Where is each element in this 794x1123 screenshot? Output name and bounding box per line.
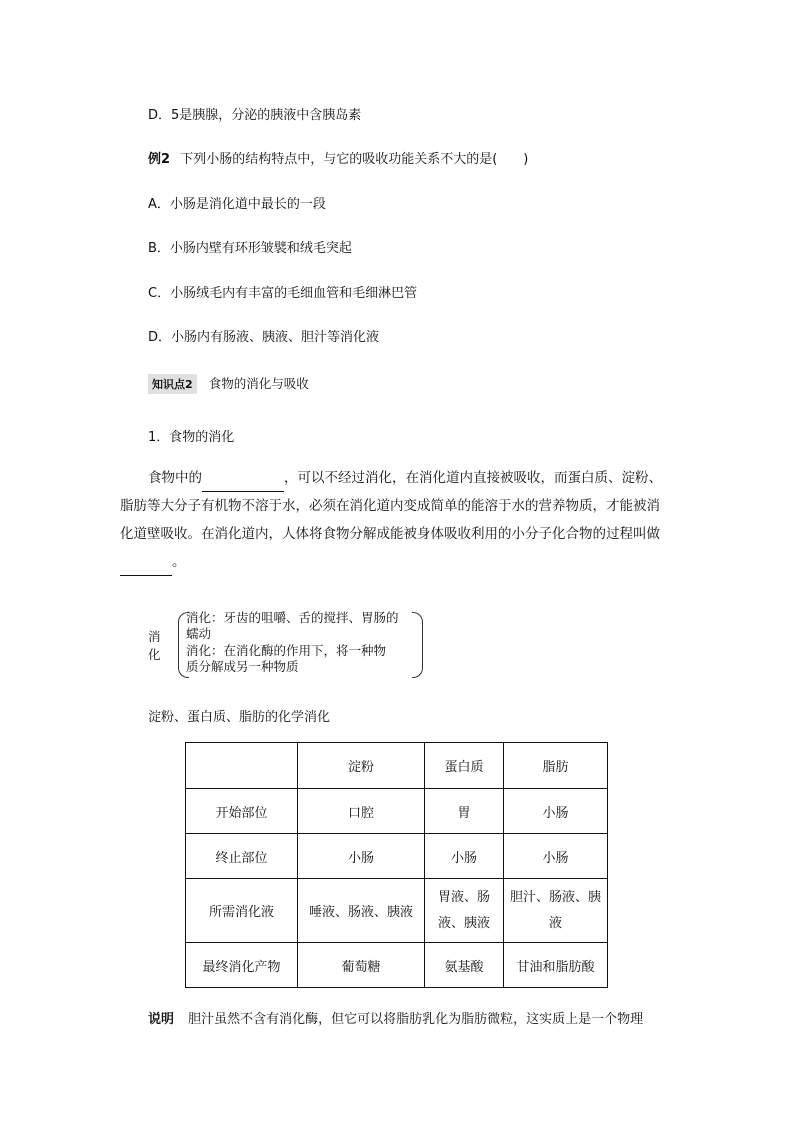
digestion-label-bottom: 化	[148, 647, 161, 662]
paragraph-text: ，可以不经过消化，在消化道内直接被吸收，而蛋白质、淀粉、	[284, 470, 662, 486]
paragraph-digestion	[120, 464, 678, 576]
digestion-table	[185, 742, 608, 988]
table-row	[186, 789, 608, 834]
table-cell: 甘油和脂肪酸	[504, 943, 608, 988]
paragraph-text: 脂肪等大分子有机物不溶于水，必须在消化道内变成简单的能溶于水的营养物质，才能被消	[120, 498, 660, 514]
table-cell: 口腔	[298, 789, 425, 834]
digestion-label-top: 消	[148, 629, 161, 644]
table-cell: 胃液、肠液、胰液	[425, 879, 504, 943]
table-header-cell	[186, 743, 298, 789]
table-cell: 小肠	[504, 834, 608, 879]
paragraph-text: 。	[172, 554, 186, 570]
option-a: A．小肠是消化道中最长的一段	[148, 197, 326, 212]
table-cell: 胃	[425, 789, 504, 834]
table-row	[186, 879, 608, 943]
table-cell: 氨基酸	[425, 943, 504, 988]
table-cell: 所需消化液	[186, 879, 298, 943]
fill-blank	[120, 562, 172, 576]
example-2-question	[148, 148, 528, 167]
table-cell: 胆汁、肠液、胰液	[504, 879, 608, 943]
table-header-cell: 脂肪	[504, 743, 608, 789]
knowledge-point-tag: 知识点2	[148, 374, 197, 394]
fill-blank	[202, 478, 284, 492]
option-b: B．小肠内壁有环形皱襞和绒毛突起	[148, 241, 352, 256]
table-cell: 葡萄糖	[298, 943, 425, 988]
example-label: 例2	[148, 152, 171, 167]
table-caption: 淀粉、蛋白质、脂肪的化学消化	[148, 710, 331, 725]
table-header-cell: 淀粉	[298, 743, 425, 789]
physical-digestion-line2: 蠕动	[186, 626, 212, 641]
physical-digestion-line1: 消化：牙齿的咀嚼、舌的搅拌、胃肠的	[186, 610, 399, 625]
table-header-row	[186, 743, 608, 789]
note-text: 胆汁虽然不含有消化酶，但它可以将脂肪乳化为脂肪微粒，这实质上是一个物理	[188, 1012, 644, 1027]
table-cell: 唾液、肠液、胰液	[298, 879, 425, 943]
table-row	[186, 943, 608, 988]
right-brace	[412, 612, 423, 678]
section-heading: 1．食物的消化	[148, 430, 235, 445]
option-c: C．小肠绒毛内有丰富的毛细血管和毛细淋巴管	[148, 286, 418, 301]
note-label: 说明	[148, 1012, 175, 1027]
table-cell: 最终消化产物	[186, 943, 298, 988]
knowledge-point-title: 食物的消化与吸收	[208, 376, 309, 391]
table-cell: 终止部位	[186, 834, 298, 879]
table-cell: 开始部位	[186, 789, 298, 834]
knowledge-point-heading	[148, 374, 309, 394]
chemical-digestion-line2: 质分解成另一种物质	[186, 659, 299, 674]
table-header-cell: 蛋白质	[425, 743, 504, 789]
option-d-previous: D．5是胰腺，分泌的胰液中含胰岛素	[148, 108, 362, 123]
table-cell: 小肠	[425, 834, 504, 879]
table-cell: 小肠	[298, 834, 425, 879]
note	[148, 1008, 643, 1027]
question-text: 下列小肠的结构特点中，与它的吸收功能关系不大的是( )	[180, 152, 529, 167]
table-row	[186, 834, 608, 879]
chemical-digestion-line1: 消化：在消化酶的作用下，将一种物	[186, 643, 387, 658]
table-cell: 小肠	[504, 789, 608, 834]
paragraph-text: 食物中的	[148, 470, 202, 486]
paragraph-text: 化道壁吸收。在消化道内，人体将食物分解成能被身体吸收利用的小分子化合物的过程叫做	[120, 526, 660, 542]
option-d: D．小肠内有肠液、胰液、胆汁等消化液	[148, 330, 380, 345]
